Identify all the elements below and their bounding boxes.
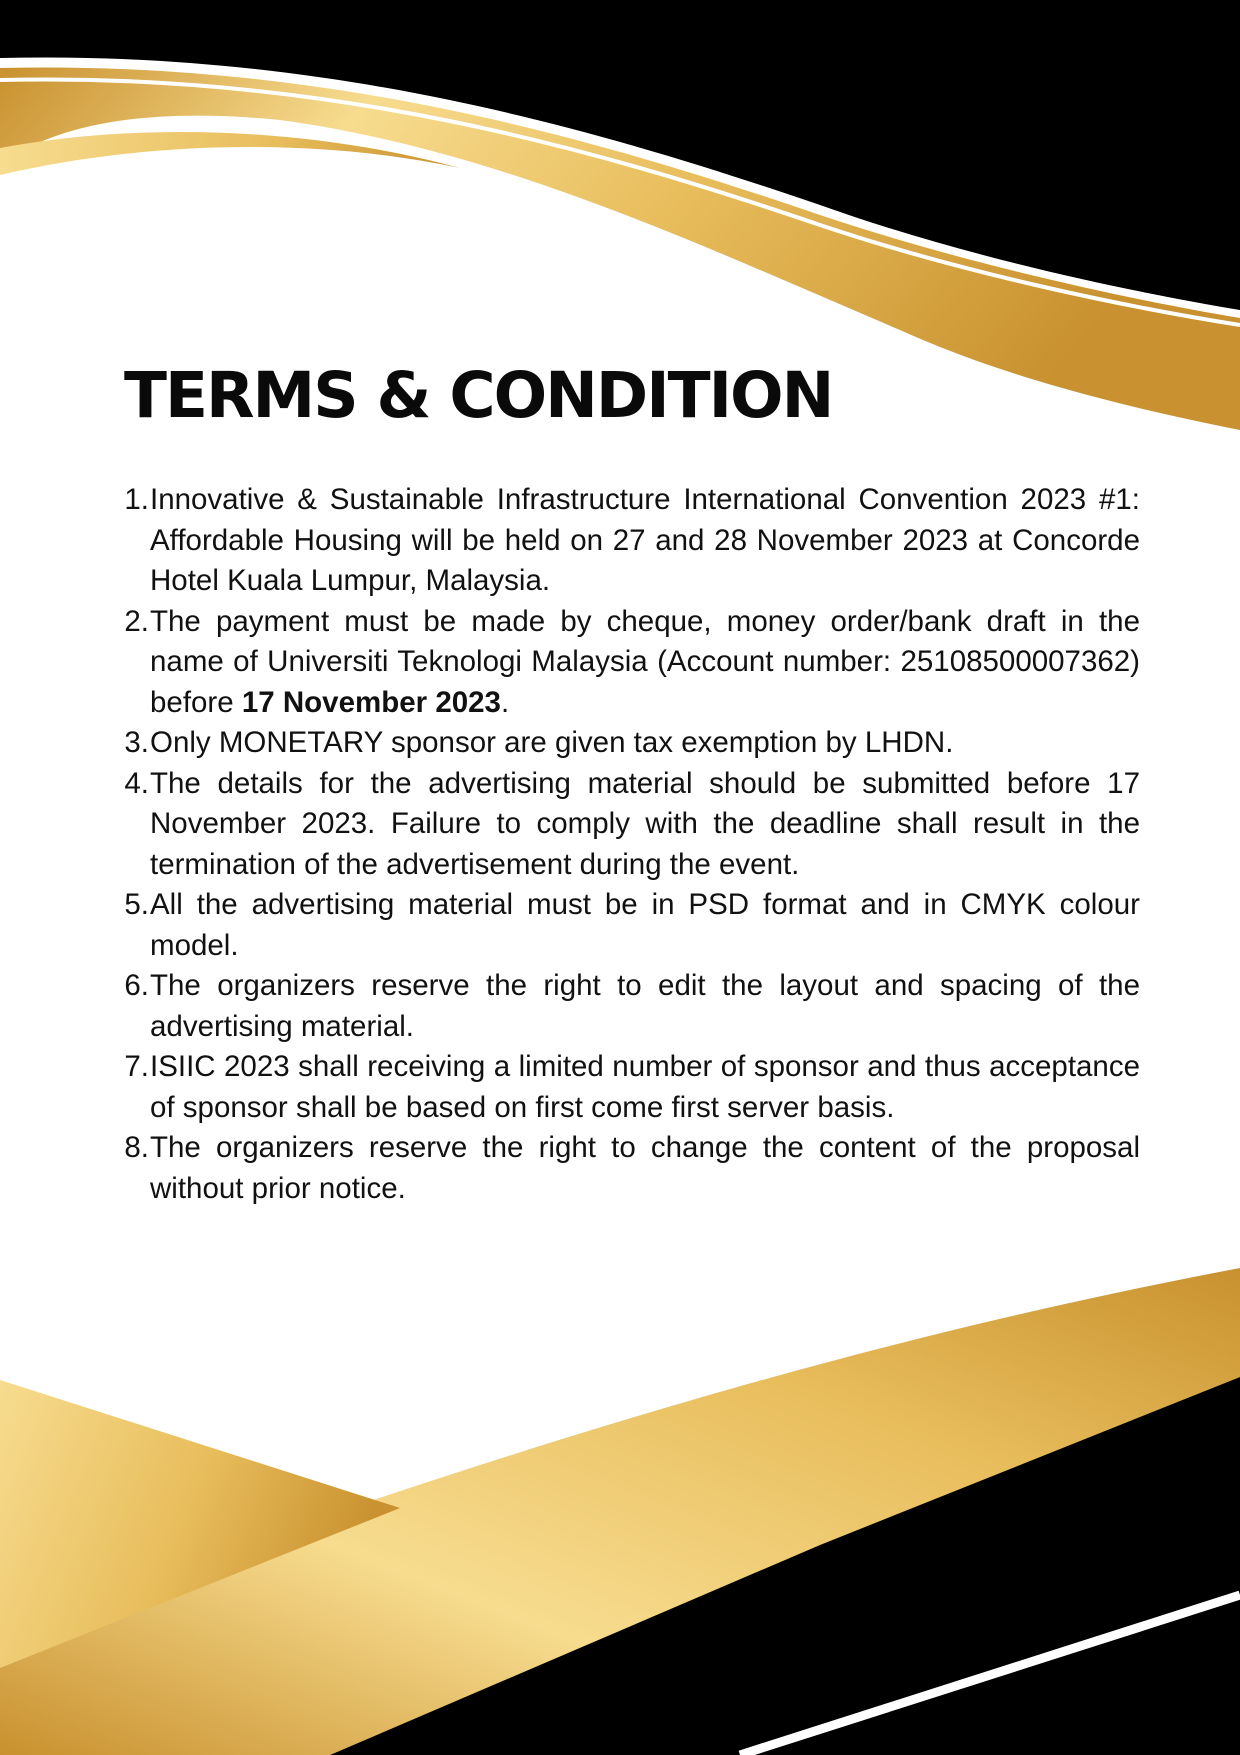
page-title: TERMS & CONDITION	[124, 359, 833, 432]
term-text: ISIIC 2023 shall receiving a limited number of sponsor and thus acceptance of sponsor shall be based on first come first server basis.	[150, 1050, 1140, 1124]
term-number: 3.	[124, 726, 149, 759]
term-number: 2.	[124, 604, 149, 638]
term-item	[120, 602, 1140, 724]
term-text: The organizers reserve the right to change the content of the proposal without prior notice.	[150, 1131, 1140, 1205]
term-item	[120, 885, 1140, 966]
term-text-main: The payment must be made by cheque, money order/bank draft in the name of Universiti Teknologi Malaysia (Account number: 25108500007362) before	[150, 604, 1140, 719]
term-item	[120, 723, 1140, 764]
term-number: 8.	[124, 1131, 149, 1164]
term-item	[120, 1128, 1140, 1209]
term-text: The details for the advertising material should be submitted before 17 November 2023. Failure to comply with the deadline shall result in the termination of the advertisement during the event.	[150, 766, 1140, 881]
term-item	[120, 480, 1140, 602]
terms-list	[120, 480, 1140, 1209]
term-item	[120, 1047, 1140, 1128]
term-text: All the advertising material must be in PSD format and in CMYK colour model.	[150, 888, 1140, 962]
term-number: 4.	[124, 766, 149, 800]
term-text: Only MONETARY sponsor are given tax exemption by LHDN.	[150, 726, 954, 759]
term-text: The organizers reserve the right to edit the layout and spacing of the advertising material.	[150, 969, 1140, 1043]
term-number: 1.	[124, 483, 149, 516]
term-number: 7.	[124, 1050, 149, 1083]
term-deadline-emphasis: 17 November 2023	[241, 685, 501, 719]
term-number: 6.	[124, 969, 149, 1002]
term-item	[120, 764, 1140, 886]
term-number: 5.	[124, 888, 149, 921]
term-item	[120, 966, 1140, 1047]
term-text	[150, 602, 1140, 724]
term-text-suffix: .	[500, 685, 510, 719]
term-text: Innovative & Sustainable Infrastructure International Convention 2023 #1: Affordable Housing will be held on 27 and 28 November 2023 at Concorde Hotel Kuala Lumpur, Malaysia.	[150, 483, 1140, 597]
